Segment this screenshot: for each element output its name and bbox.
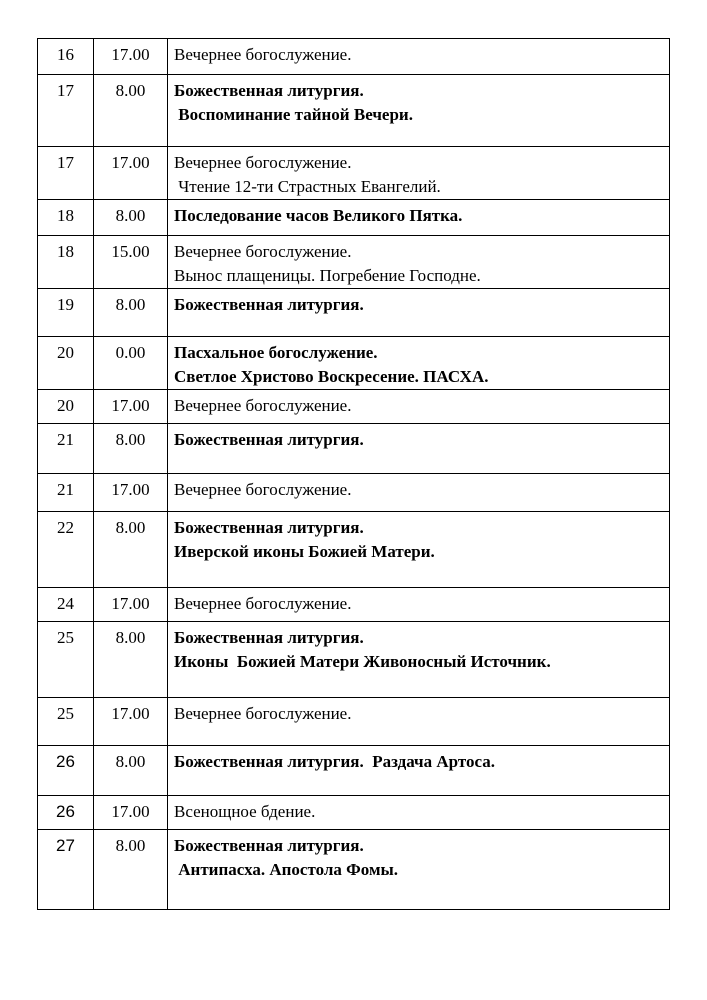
service-description-line: Божественная литургия. [174,628,364,647]
day-cell: 18 [38,200,94,236]
service-description-cell [168,147,670,200]
time-cell: 8.00 [94,200,168,236]
service-description-cell [168,236,670,289]
service-description-cell [168,746,670,796]
service-description-line: Божественная литургия. [174,295,364,314]
time-cell: 17.00 [94,588,168,622]
service-description-line: Божественная литургия. [174,836,364,855]
day-cell: 25 [38,698,94,746]
service-description-cell [168,512,670,588]
schedule-row [38,39,670,75]
schedule-row [38,746,670,796]
service-description-cell [168,75,670,147]
time-cell: 8.00 [94,289,168,337]
time-cell: 17.00 [94,39,168,75]
schedule-row [38,75,670,147]
schedule-row [38,588,670,622]
day-cell: 26 [38,796,94,830]
service-description-cell [168,474,670,512]
service-description-cell [168,796,670,830]
time-cell: 17.00 [94,147,168,200]
time-cell: 8.00 [94,512,168,588]
service-description-cell [168,424,670,474]
service-description-cell [168,200,670,236]
time-cell: 17.00 [94,474,168,512]
schedule-row [38,622,670,698]
service-description-line: Вечернее богослужение. [174,704,352,723]
schedule-body [38,39,670,910]
schedule-row [38,512,670,588]
schedule-row [38,390,670,424]
day-cell: 17 [38,75,94,147]
service-description-line: Божественная литургия. [174,81,364,100]
time-cell: 17.00 [94,698,168,746]
schedule-row [38,289,670,337]
service-description-line: Вечернее богослужение. [174,480,352,499]
service-description-cell [168,830,670,910]
time-cell: 15.00 [94,236,168,289]
service-description-line: Божественная литургия. [174,430,364,449]
service-description-line: Вечернее богослужение. [174,396,352,415]
service-description-line: Божественная литургия. Раздача Артоса. [174,752,496,771]
service-description-line: Вечернее богослужение. [174,594,352,613]
service-description-line: Воспоминание тайной Вечери. [174,105,413,124]
schedule-row [38,337,670,390]
service-description-cell [168,390,670,424]
day-cell: 19 [38,289,94,337]
day-cell: 24 [38,588,94,622]
schedule-row [38,147,670,200]
service-description-line: Иконы Божией Матери Живоносный Источник. [174,652,551,671]
time-cell: 8.00 [94,830,168,910]
service-description-line: Вечернее богослужение. [174,45,352,64]
day-cell: 21 [38,474,94,512]
schedule-row [38,424,670,474]
day-cell: 20 [38,390,94,424]
day-cell: 26 [38,746,94,796]
time-cell: 8.00 [94,622,168,698]
service-description-cell [168,337,670,390]
service-description-line: Иверской иконы Божией Матери. [174,542,435,561]
service-description-line: Вынос плащеницы. Погребение Господне. [174,266,481,285]
day-cell: 18 [38,236,94,289]
service-description-line: Антипасха. Апостола Фомы. [174,860,399,879]
schedule-row [38,830,670,910]
schedule-row [38,236,670,289]
time-cell: 8.00 [94,75,168,147]
time-cell: 0.00 [94,337,168,390]
service-description-line: Всенощное бдение. [174,802,316,821]
service-description-line: Чтение 12-ти Страстных Евангелий. [174,177,441,196]
schedule-row [38,796,670,830]
schedule-row [38,200,670,236]
service-description-line: Последование часов Великого Пятка. [174,206,463,225]
time-cell: 8.00 [94,424,168,474]
time-cell: 8.00 [94,746,168,796]
day-cell: 27 [38,830,94,910]
service-description-line: Вечернее богослужение. [174,242,352,261]
schedule-row [38,474,670,512]
time-cell: 17.00 [94,390,168,424]
day-cell: 25 [38,622,94,698]
service-description-cell [168,698,670,746]
service-schedule-table [37,38,670,910]
day-cell: 16 [38,39,94,75]
schedule-row [38,698,670,746]
service-description-cell [168,588,670,622]
service-description-line: Вечернее богослужение. [174,153,352,172]
day-cell: 21 [38,424,94,474]
service-description-cell [168,39,670,75]
day-cell: 17 [38,147,94,200]
service-description-line: Светлое Христово Воскресение. ПАСХА. [174,367,489,386]
time-cell: 17.00 [94,796,168,830]
service-description-line: Божественная литургия. [174,518,364,537]
service-description-line: Пасхальное богослужение. [174,343,378,362]
day-cell: 22 [38,512,94,588]
service-description-cell [168,289,670,337]
service-description-cell [168,622,670,698]
day-cell: 20 [38,337,94,390]
